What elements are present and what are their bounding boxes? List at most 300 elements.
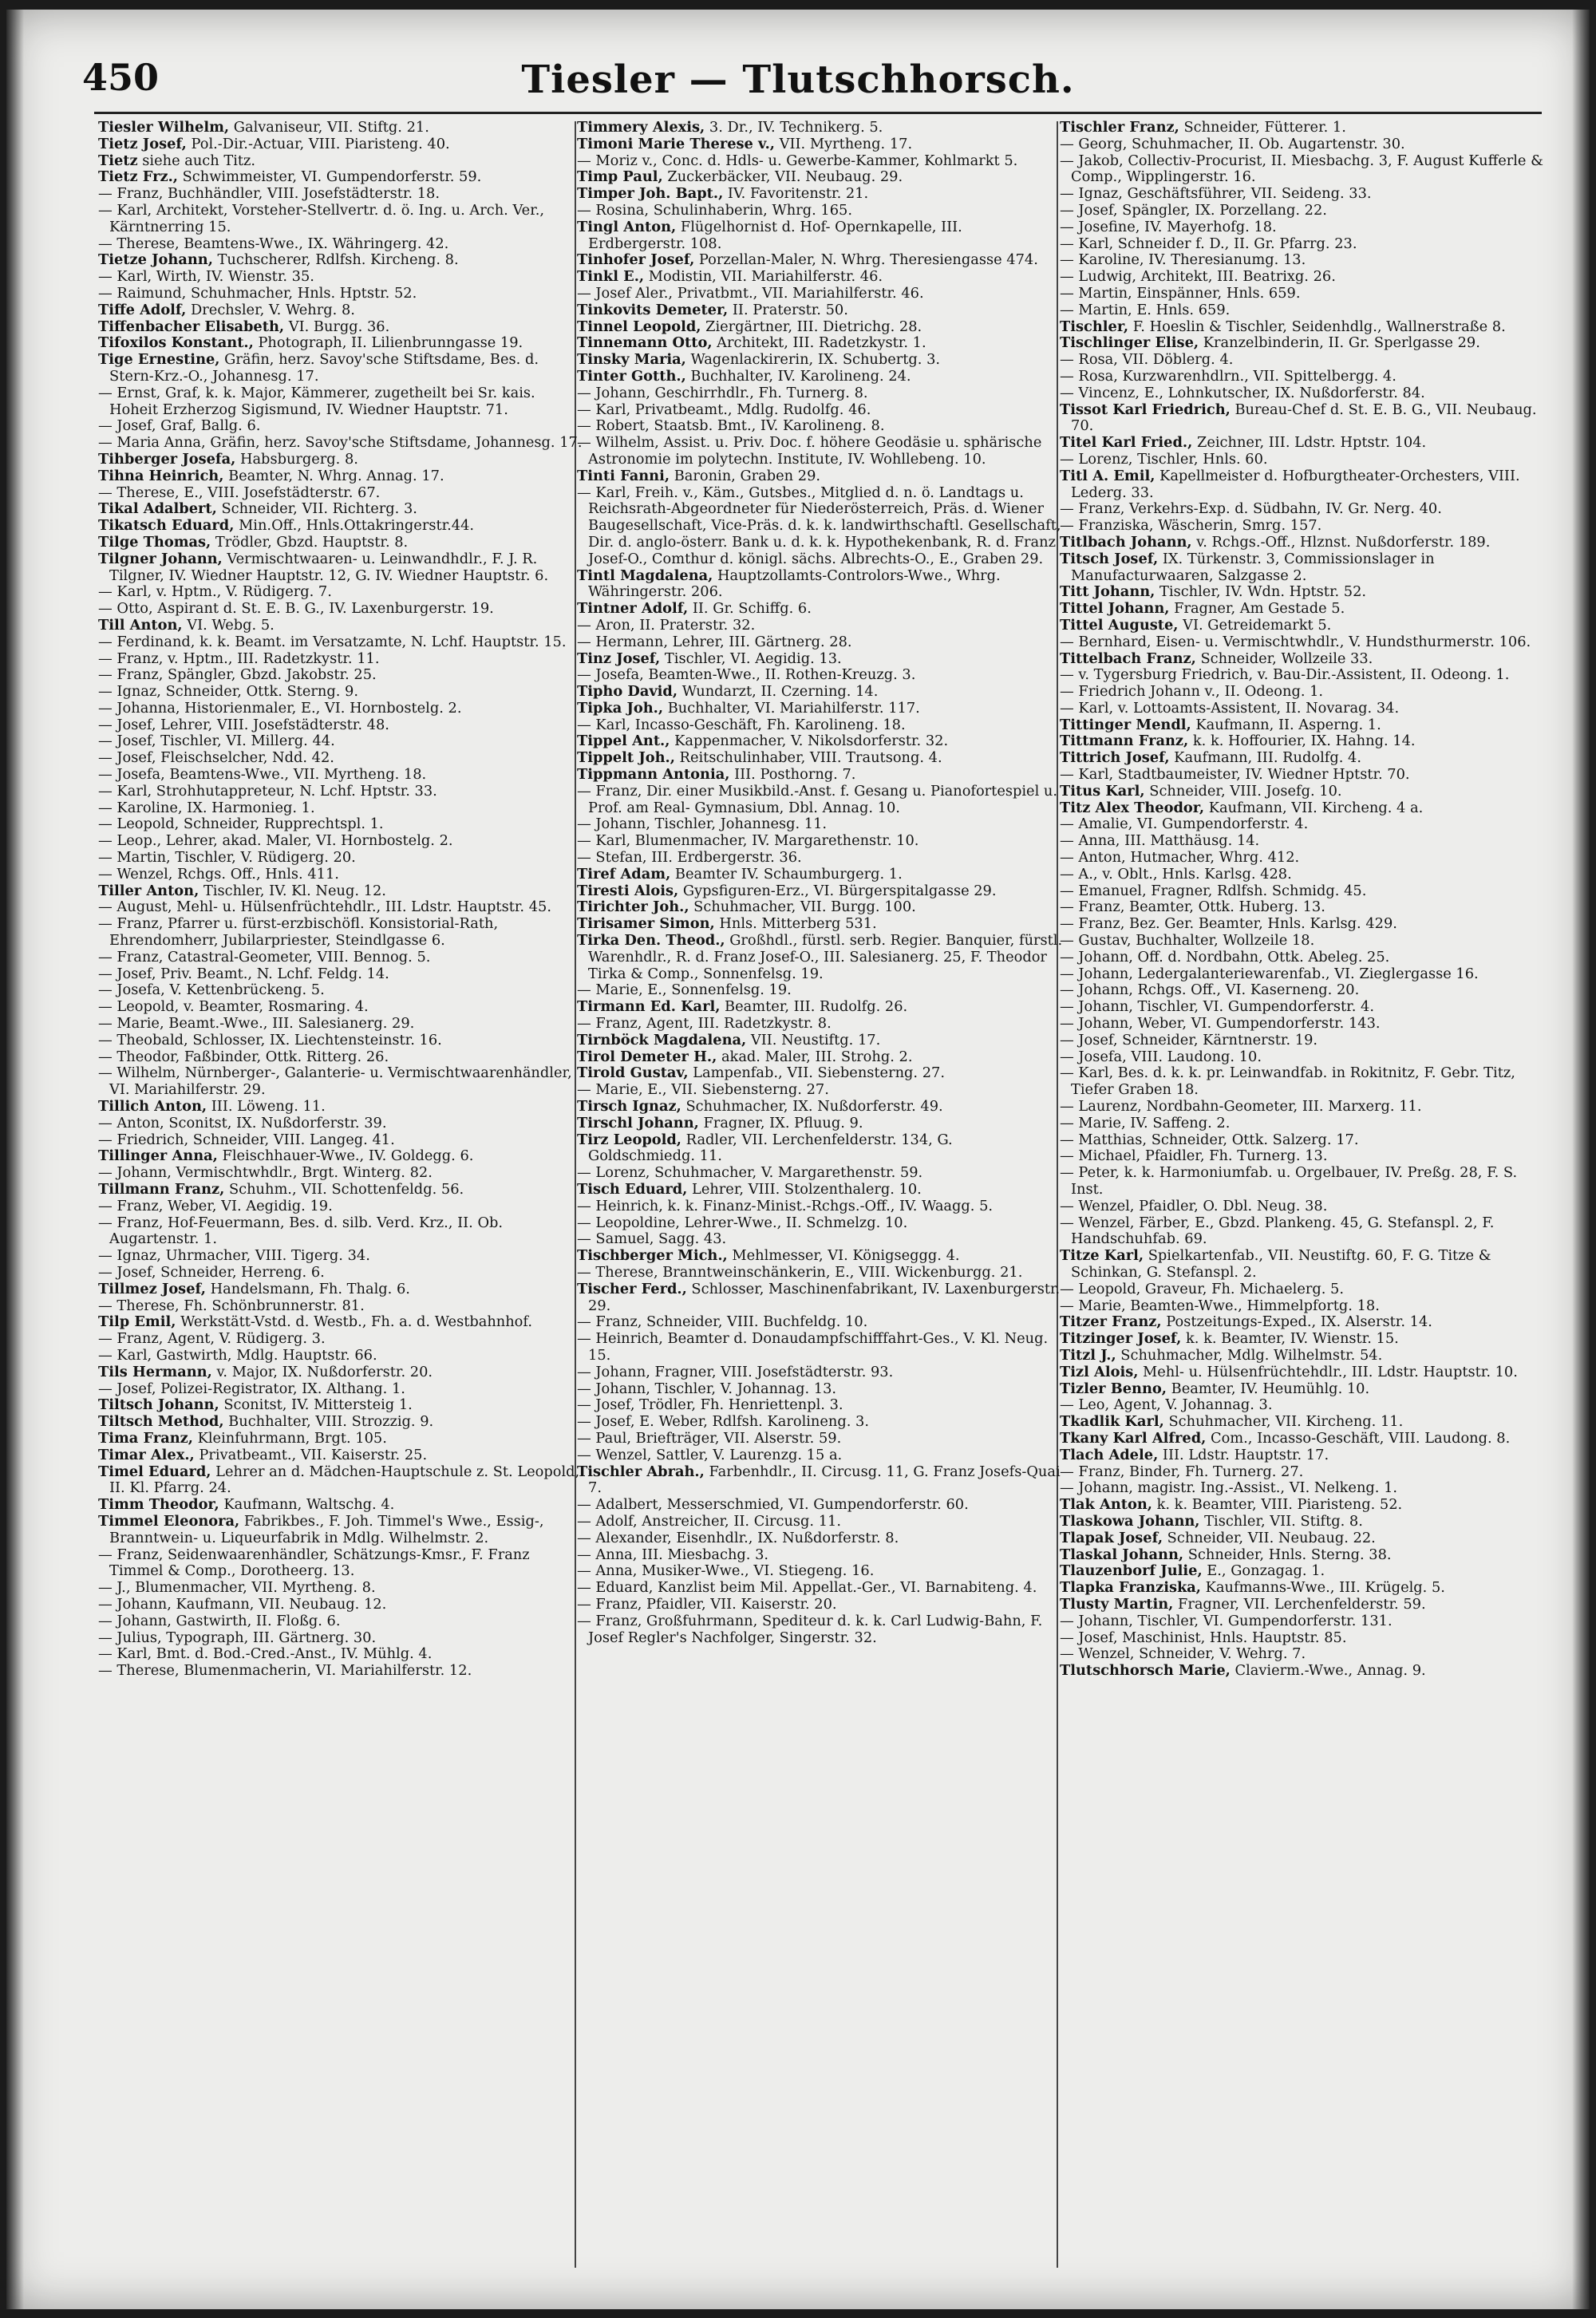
directory-entry [1060,219,1547,236]
directory-entry [98,1497,585,1514]
entry-details: — Rosa, Kurzwarenhdlrn., VII. Spittelbergg. 4. [1060,367,1396,385]
directory-entry [577,186,1064,203]
entry-details: Privatbeamt., VII. Kaiserstr. 25. [194,1446,428,1463]
entry-name: Titlbach Johann, [1060,533,1192,551]
directory-entry [98,1381,585,1398]
entry-details: Porzellan-Maler, N. Whrg. Theresiengasse 474. [694,251,1038,269]
entry-name: Tillinger Anna, [98,1147,218,1165]
entry-details: — Martin, Einspänner, Hnls. 659. [1060,284,1301,302]
entry-details: — Franz, Agent, V. Rüdigerg. 3. [98,1330,326,1348]
directory-entry [577,1215,1064,1232]
directory-entry [577,1033,1064,1049]
directory-entry [577,153,1064,170]
directory-entry [577,203,1064,219]
entry-name: Tischberger Mich., [577,1247,728,1265]
directory-entry [1060,1099,1547,1116]
entry-name: Tipka Joh., [577,699,664,717]
directory-entry [1060,1248,1547,1281]
directory-entry [577,120,1064,136]
directory-entry [98,1348,585,1364]
entry-name: Tirschl Johann, [577,1114,699,1131]
directory-entry [577,352,1064,369]
entry-name: Titt Johann, [1060,583,1156,601]
directory-entry [1060,883,1547,900]
directory-entry [1060,1198,1547,1215]
entry-details: — Franz, Großfuhrmann, Spediteur d. k. k. Carl Ludwig-Bahn, F. Josef Regler's Nachfolger, Singerstr. 32. [577,1612,1043,1646]
entry-details: — Lorenz, Tischler, Hnls. 60. [1060,450,1268,468]
entry-name: Tintl Magdalena, [577,567,713,584]
entry-details: — Anna, III. Matthäusg. 14. [1060,832,1260,850]
entry-details: Buchhalter, IV. Karolineng. 24. [685,367,911,385]
entry-details: — A., v. Oblt., Hnls. Karlsg. 428. [1060,865,1292,883]
entry-details: akad. Maler, III. Strohg. 2. [717,1048,913,1065]
directory-entry [98,684,585,701]
entry-details: v. Rchgs.-Off., Hlznst. Nußdorferstr. 189. [1191,533,1491,551]
entry-details: Lampenfab., VII. Siebensterng. 27. [688,1064,945,1082]
entry-name: Timm Theodor, [98,1496,219,1514]
directory-entry [577,286,1064,302]
directory-entry [577,1314,1064,1331]
directory-entry [98,1514,585,1547]
entry-details: — Wenzel, Färber, E., Gbzd. Plankeng. 45, G. Stefanspl. 2, F. Handschuhfab. 69. [1060,1214,1495,1248]
entry-details: — Johann, Gastwirth, II. Floßg. 6. [98,1612,341,1629]
directory-entry [1060,1298,1547,1315]
directory-entry [1060,999,1547,1016]
entry-details: — Karl, Bes. d. k. k. pr. Leinwandfab. in Rokitnitz, F. Gebr. Titz, Tiefer Graben 18. [1060,1064,1515,1099]
entry-details: Kaufmann, II. Asperng. 1. [1191,716,1381,733]
entry-name: Tikal Adalbert, [98,500,217,518]
entry-details: k. k. Beamter, VIII. Piaristeng. 52. [1152,1496,1403,1514]
entry-details: Bureau-Chef d. St. E. B. G., VII. Neubaug. 70. [1071,401,1537,435]
entry-details: — Josef Aler., Privatbmt., VII. Mariahilferstr. 46. [577,284,924,302]
entry-details: — Paul, Briefträger, VII. Alserstr. 59. [577,1429,842,1447]
entry-name: Tlaskowa Johann, [1060,1512,1200,1530]
entry-name: Tirka Den. Theod., [577,932,725,950]
directory-entry [577,1116,1064,1132]
directory-entry [98,352,585,385]
entry-name: Tinkl E., [577,268,645,286]
directory-entry [1060,1215,1547,1249]
directory-entry [98,418,585,435]
directory-entry [98,1447,585,1464]
directory-entry [577,385,1064,402]
directory-entry [1060,435,1547,452]
entry-details: II. Gr. Schiffg. 6. [688,600,812,618]
directory-entry [577,435,1064,468]
entry-details: — Theodor, Faßbinder, Ottk. Ritterg. 26. [98,1048,389,1065]
entry-name: Tlauzenborf Julie, [1060,1562,1203,1580]
directory-entry [98,850,585,867]
entry-details: — Friedrich, Schneider, VIII. Langeg. 41. [98,1131,395,1148]
entry-details: — Johann, Tischler, Johannesg. 11. [577,815,828,833]
entry-details: III. Ldstr. Hauptstr. 17. [1158,1446,1329,1463]
directory-entry [98,1580,585,1597]
entry-details: Beamter, N. Whrg. Annag. 17. [223,467,444,484]
directory-entry [98,601,585,618]
entry-name: Tima Franz, [98,1429,193,1447]
entry-details: Schneider, VII. Neubaug. 22. [1163,1529,1376,1546]
entry-name: Titsch Josef, [1060,550,1159,567]
entry-details: Beamter IV. Schaumburgerg. 1. [670,865,903,883]
directory-entry [577,319,1064,336]
entry-details: — Josef, Spängler, IX. Porzellang. 22. [1060,201,1327,219]
entry-details: Kaufmanns-Wwe., III. Krügelg. 5. [1201,1579,1445,1597]
entry-name: Tissot Karl Friedrich, [1060,401,1231,418]
entry-details: — Josef, Fleischselcher, Ndd. 42. [98,749,334,767]
entry-details: k. k. Beamter, IV. Wienstr. 15. [1181,1330,1399,1348]
entry-name: Tischler Abrah., [577,1463,705,1480]
entry-details: Architekt, III. Radetzkystr. 1. [712,334,926,352]
directory-entry [1060,1580,1547,1597]
entry-name: Titl A. Emil, [1060,467,1156,484]
entry-name: Timoni Marie Therese v., [577,135,775,152]
entry-details: — Leo, Agent, V. Johannag. 3. [1060,1396,1273,1414]
entry-details: Radler, VII. Lerchenfelderstr. 134, G. Goldschmiedg. 11. [588,1131,953,1165]
entry-details: — Adalbert, Messerschmied, VI. Gumpendorferstr. 60. [577,1496,969,1514]
directory-entry [98,1182,585,1198]
entry-details: — Karl, v. Hptm., V. Rüdigerg. 7. [98,583,332,601]
entry-details: — Josef, Graf, Ballg. 6. [98,417,261,435]
entry-details: v. Major, IX. Nußdorferstr. 20. [211,1363,433,1380]
directory-entry [98,618,585,634]
directory-entry [1060,1132,1547,1149]
entry-name: Titze Karl, [1060,1247,1144,1265]
entry-details: — Ignaz, Geschäftsführer, VII. Seideng. 33. [1060,185,1372,203]
entry-details: — Wilhelm, Assist. u. Priv. Doc. f. höhere Geodäsie u. sphärische Astronomie im polytechn. Institute, IV. Wohllebeng. 10. [577,434,1042,468]
entry-details: Wundarzt, II. Czerning. 14. [678,683,879,701]
entry-details: — Karl, Stadtbaumeister, IV. Wiedner Hptstr. 70. [1060,766,1410,784]
directory-entry [577,701,1064,717]
entry-name: Tiffenbacher Elisabeth, [98,318,285,335]
entry-name: Tiltsch Method, [98,1413,224,1431]
entry-details: — Franz, Pfaidler, VII. Kaiserstr. 20. [577,1595,837,1613]
entry-details: — Friedrich Johann v., II. Odeong. 1. [1060,683,1324,701]
directory-entry [1060,1563,1547,1580]
directory-entry [1060,767,1547,784]
entry-details: 3. Dr., IV. Technikerg. 5. [705,120,883,136]
entry-details: Schuhmacher, Mdlg. Wilhelmstr. 54. [1116,1346,1383,1364]
directory-entry [577,883,1064,900]
directory-entry [98,1663,585,1680]
entry-details: — Karl, Architekt, Vorsteher-Stellvertr. d. ö. Ing. u. Arch. Ver., Kärntnerring 15. [98,201,545,235]
directory-entry [1060,1613,1547,1630]
entry-details: IX. Türkenstr. 3, Commissionslager in Manufacturwaaren, Salzgasse 2. [1071,550,1435,584]
directory-entry [577,136,1064,153]
entry-details: VII. Myrtheng. 17. [774,135,913,152]
entry-details: Modistin, VII. Mariahilferstr. 46. [644,268,883,286]
entry-details: — Matthias, Schneider, Ottk. Salzerg. 17. [1060,1131,1359,1148]
directory-entry [577,1065,1064,1082]
entry-details: Beamter, IV. Heumühlg. 10. [1166,1380,1370,1397]
directory-entry [577,485,1064,568]
entry-name: Titzl J., [1060,1346,1116,1364]
entry-details: — Franz, Verkehrs-Exp. d. Südbahn, IV. Gr. Nerg. 40. [1060,500,1442,518]
directory-entry [577,1099,1064,1116]
entry-details: — Adolf, Anstreicher, II. Circusg. 11. [577,1512,842,1530]
entry-details: — Eduard, Kanzlist beim Mil. Appellat.-Ger., VI. Barnabiteng. 4. [577,1579,1037,1597]
entry-details: II. Praterstr. 50. [728,301,848,318]
entry-name: Tinnemann Otto, [577,334,713,352]
header-rule [94,112,1542,114]
entry-name: Tischler, [1060,318,1129,335]
directory-entry [577,867,1064,883]
entry-details: — Peter, k. k. Harmoniumfab. u. Orgelbauer, IV. Preßg. 28, F. S. Inst. [1060,1164,1518,1198]
entry-details: — Alexander, Eisenhdlr., IX. Nußdorferstr. 8. [577,1529,899,1546]
directory-entry [577,1580,1064,1597]
entry-details: — Franz, Pfarrer u. fürst-erzbischöfl. Konsistorial-Rath, Ehrendomherr, Jubilarpriester, Steindlgasse 6. [98,915,499,950]
directory-entry [577,667,1064,684]
directory-entry [98,833,585,850]
entry-details: Tuchscherer, Rdlfsh. Kircheng. 8. [212,251,459,269]
directory-entry [98,1547,585,1581]
entry-details: — Karl, Incasso-Geschäft, Fh. Karolineng. 18. [577,716,906,733]
entry-name: Tlak Anton, [1060,1496,1152,1514]
entry-details: — Emanuel, Fragner, Rdlfsh. Schmidg. 45. [1060,882,1367,899]
directory-entry [98,1431,585,1447]
entry-name: Tiref Adam, [577,865,671,883]
directory-entry [98,535,585,551]
entry-name: Tittel Auguste, [1060,616,1179,634]
directory-entry [1060,269,1547,286]
entry-name: Tingl Anton, [577,218,677,235]
entry-details: Farbenhdlr., II. Circusg. 11, G. Franz Josefs-Quai 7. [588,1463,1061,1497]
entry-name: Timel Eduard, [98,1463,211,1480]
entry-name: Tihna Heinrich, [98,467,224,484]
entry-details: Wagenlackirerin, IX. Schubertg. 3. [685,351,941,369]
directory-entry [577,1414,1064,1431]
entry-details: — Josef, E. Weber, Rdlfsh. Karolineng. 3. [577,1413,870,1431]
entry-details: Kaufmann, III. Rudolfg. 4. [1169,749,1361,767]
directory-entry [1060,518,1547,535]
directory-entry [1060,667,1547,684]
directory-entry [1060,651,1547,668]
entry-details: — Marie, E., Sonnenfelsg. 19. [577,981,792,999]
entry-name: Tinnel Leopold, [577,318,701,335]
entry-name: Tils Hermann, [98,1363,212,1380]
directory-entry [1060,203,1547,219]
entry-details: — Marie, IV. Saffeng. 2. [1060,1114,1231,1131]
entry-name: Tkadlik Karl, [1060,1413,1164,1431]
directory-entry [98,1414,585,1431]
entry-name: Tlapka Franziska, [1060,1579,1201,1597]
directory-entry [577,999,1064,1016]
entry-details: — Wenzel, Rchgs. Off., Hnls. 411. [98,865,339,883]
directory-entry [577,1049,1064,1066]
entry-details: Fabrikbes., F. Joh. Timmel's Wwe., Essig-, Branntwein- u. Liqueurfabrik in Mdlg. Wilhelmstr. 2. [109,1512,544,1546]
directory-entry [98,302,585,319]
directory-entry [1060,750,1547,767]
directory-entry [1060,335,1547,352]
entry-details: — Franz, Binder, Fh. Turnerg. 27. [1060,1463,1304,1480]
entry-details: Spielkartenfab., VII. Neustiftg. 60, F. G. Titze & Schinkan, G. Stefanspl. 2. [1071,1247,1491,1281]
directory-entry [98,169,585,186]
directory-entry [98,1265,585,1281]
entry-name: Timmery Alexis, [577,120,705,136]
directory-entry [577,601,1064,618]
directory-entry [577,733,1064,750]
directory-entry [1060,501,1547,518]
directory-entry [1060,1514,1547,1530]
directory-entry [577,302,1064,319]
directory-entry [98,999,585,1016]
directory-entry [1060,584,1547,601]
entry-details: — Johann, Weber, VI. Gumpendorferstr. 143. [1060,1015,1381,1033]
directory-entry [577,252,1064,269]
entry-details: — Josef, Polizei-Registrator, IX. Althang. 1. [98,1380,405,1397]
entry-name: Titz Alex Theodor, [1060,799,1205,816]
entry-details: Drechsler, V. Wehrg. 8. [186,301,355,318]
entry-details: — Franz, Catastral-Geometer, VIII. Bennog. 5. [98,948,431,966]
entry-details: F. Hoeslin & Tischler, Seidenhdlg., Wallnerstraße 8. [1128,318,1506,335]
entry-details: Trödler, Gbzd. Hauptstr. 8. [211,533,409,551]
entry-name: Tirold Gustav, [577,1064,689,1082]
entry-details: — Karl, Wirth, IV. Wienstr. 35. [98,268,314,286]
entry-details: Min.Off., Hnls.Ottakringerstr.44. [234,517,475,535]
directory-entry [1060,385,1547,402]
directory-entry [98,717,585,734]
entry-details: Gräfin, herz. Savoy'sche Stiftsdame, Bes. d. Stern-Krz.-O., Johannesg. 17. [109,351,539,385]
directory-entry [1060,402,1547,436]
entry-details: — Gustav, Buchhalter, Wollzeile 18. [1060,932,1315,950]
directory-entry [98,1116,585,1132]
directory-entry [1060,319,1547,336]
directory-entry [98,136,585,153]
entry-details: Buchhalter, VIII. Strozzig. 9. [223,1413,434,1431]
directory-entry [98,1248,585,1265]
directory-entry [1060,369,1547,385]
directory-entry [1060,352,1547,369]
entry-details: Buchhalter, VI. Mariahilferstr. 117. [663,699,920,717]
entry-details: — August, Mehl- u. Hülsenfrüchtehdlr., III. Ldstr. Hauptstr. 45. [98,898,551,916]
entry-details: — Karl, Bmt. d. Bod.-Cred.-Anst., IV. Mühlg. 4. [98,1645,433,1663]
entry-name: Tillmann Franz, [98,1181,225,1198]
directory-entry [577,933,1064,982]
entry-details: Habsburgerg. 8. [235,450,358,468]
directory-entry [98,319,585,336]
entry-details: — Franz, Dir. einer Musikbild.-Anst. f. Gesang u. Pianofortespiel u. Prof. am Real- Gymnasium, Dbl. Annag. 10. [577,782,1058,816]
entry-details: — Therese, Blumenmacherin, VI. Mariahilferstr. 12. [98,1662,472,1680]
entry-details: — Johann, Tischler, V. Johannag. 13. [577,1380,837,1397]
directory-entry [577,1514,1064,1530]
entry-name: Tietz Frz., [98,168,178,186]
directory-entry [577,1082,1064,1099]
entry-details: — Samuel, Sagg. 43. [577,1230,727,1248]
directory-entry [1060,551,1547,585]
entry-details: — Ignaz, Schneider, Ottk. Sterng. 9. [98,683,358,701]
directory-entry [577,1132,1064,1166]
directory-entry [98,186,585,203]
entry-details: — Franziska, Wäscherin, Smrg. 157. [1060,517,1322,535]
entry-details: — Therese, Fh. Schönbrunnerstr. 81. [98,1297,365,1314]
directory-entry [98,120,585,136]
entry-details: — Lorenz, Schuhmacher, V. Margarethenstr. 59. [577,1164,923,1182]
entry-details: — Anna, III. Miesbachg. 3. [577,1546,769,1563]
entry-details: — Josef, Maschinist, Hnls. Hauptstr. 85. [1060,1629,1347,1646]
directory-page [6,10,1590,2309]
directory-entry [98,485,585,502]
directory-entry [577,1265,1064,1281]
directory-entry [98,651,585,668]
entry-details: Zuckerbäcker, VII. Neubaug. 29. [662,168,903,186]
entry-name: Tippelt Joh., [577,749,675,767]
entry-name: Tintner Adolf, [577,600,689,618]
directory-entry [1060,1049,1547,1066]
entry-name: Tinti Fanni, [577,467,670,484]
directory-entry [98,1148,585,1165]
entry-details: Schneider, Fütterer. 1. [1179,120,1346,136]
directory-entry [1060,1414,1547,1431]
entry-details: — Josefa, VIII. Laudong. 10. [1060,1048,1262,1065]
entry-name: Tittel Johann, [1060,600,1170,618]
entry-name: Titzinger Josef, [1060,1330,1182,1348]
directory-entry [98,1397,585,1414]
entry-details: — Franz, Seidenwaarenhändler, Schätzungs-Kmsr., F. Franz Timmel & Comp., Dorotheerg. 13. [98,1546,530,1580]
entry-details: — Leopold, v. Beamter, Rosmaring. 4. [98,998,369,1016]
directory-entry [577,1563,1064,1580]
directory-entry [577,1497,1064,1514]
directory-entry [1060,916,1547,933]
entry-details: — Wenzel, Pfaidler, O. Dbl. Neug. 38. [1060,1197,1328,1214]
directory-entry [98,252,585,269]
entry-details: siehe auch Titz. [137,152,256,169]
directory-entry [1060,1597,1547,1613]
directory-entry [1060,1065,1547,1099]
entry-details: — J., Blumenmacher, VII. Myrtheng. 8. [98,1579,376,1597]
entry-name: Tipho David, [577,683,678,701]
entry-details: — Johann, Ledergalanteriewarenfab., VI. Zieglergasse 16. [1060,965,1479,982]
entry-details: Schwimmeister, VI. Gumpendorferstr. 59. [177,168,482,186]
entry-details: — Therese, Beamtens-Wwe., IX. Währingerg. 42. [98,235,449,252]
directory-entry [1060,733,1547,750]
entry-details: Postzeitungs-Exped., IX. Alserstr. 14. [1161,1313,1432,1331]
entry-details: — Karl, Blumenmacher, IV. Margarethenstr. 10. [577,832,919,850]
entry-details: — Karl, Privatbeamt., Mdlg. Rudolfg. 46. [577,401,871,418]
scan-edge-left [6,10,24,2309]
entry-details: — Johann, Tischler, VI. Gumpendorferstr. 4. [1060,998,1374,1016]
directory-entry [1060,701,1547,717]
entry-details: VII. Neustiftg. 17. [746,1031,881,1048]
entry-name: Tlutschhorsch Marie, [1060,1662,1231,1680]
entry-details: — Anna, Musiker-Wwe., VI. Stiegeng. 16. [577,1562,875,1580]
directory-entry [577,369,1064,385]
entry-details: Clavierm.-Wwe., Annag. 9. [1230,1662,1426,1680]
directory-entry [1060,1314,1547,1331]
directory-entry [98,452,585,468]
directory-entry [577,169,1064,186]
entry-details: — Johann, Tischler, VI. Gumpendorferstr. 131. [1060,1612,1393,1629]
directory-entry [577,850,1064,867]
entry-details: — Franz, Weber, VI. Aegidig. 19. [98,1197,333,1214]
entry-details: — Franz, Hof-Feuermann, Bes. d. silb. Verd. Krz., II. Ob. Augartenstr. 1. [98,1214,504,1248]
entry-details: Werkstätt-Vstd. d. Westb., Fh. a. d. Westbahnhof. [176,1313,532,1331]
directory-entry [1060,1497,1547,1514]
column-middle [577,120,1064,2274]
entry-details: — Vincenz, E., Lohnkutscher, IX. Nußdorferstr. 84. [1060,384,1425,401]
entry-details: — Johann, Geschirrhdlr., Fh. Turnerg. 8. [577,384,868,401]
entry-details: — Josef, Tischler, VI. Millerg. 44. [98,733,335,750]
directory-entry [98,236,585,253]
page-number: 450 [82,56,160,99]
directory-entry [1060,867,1547,883]
directory-entry [1060,236,1547,253]
directory-entry [577,767,1064,784]
entry-details: — Anton, Hutmacher, Whrg. 412. [1060,849,1300,867]
entry-details: — Raimund, Schuhmacher, Hnls. Hptstr. 52. [98,284,417,302]
entry-details: Schuhmacher, VII. Kircheng. 11. [1163,1413,1404,1431]
entry-details: Schuhm., VII. Schottenfeldg. 56. [224,1181,464,1198]
entry-name: Timper Joh. Bapt., [577,185,724,203]
entry-details: Tischler, VII. Stiftg. 8. [1199,1512,1363,1530]
